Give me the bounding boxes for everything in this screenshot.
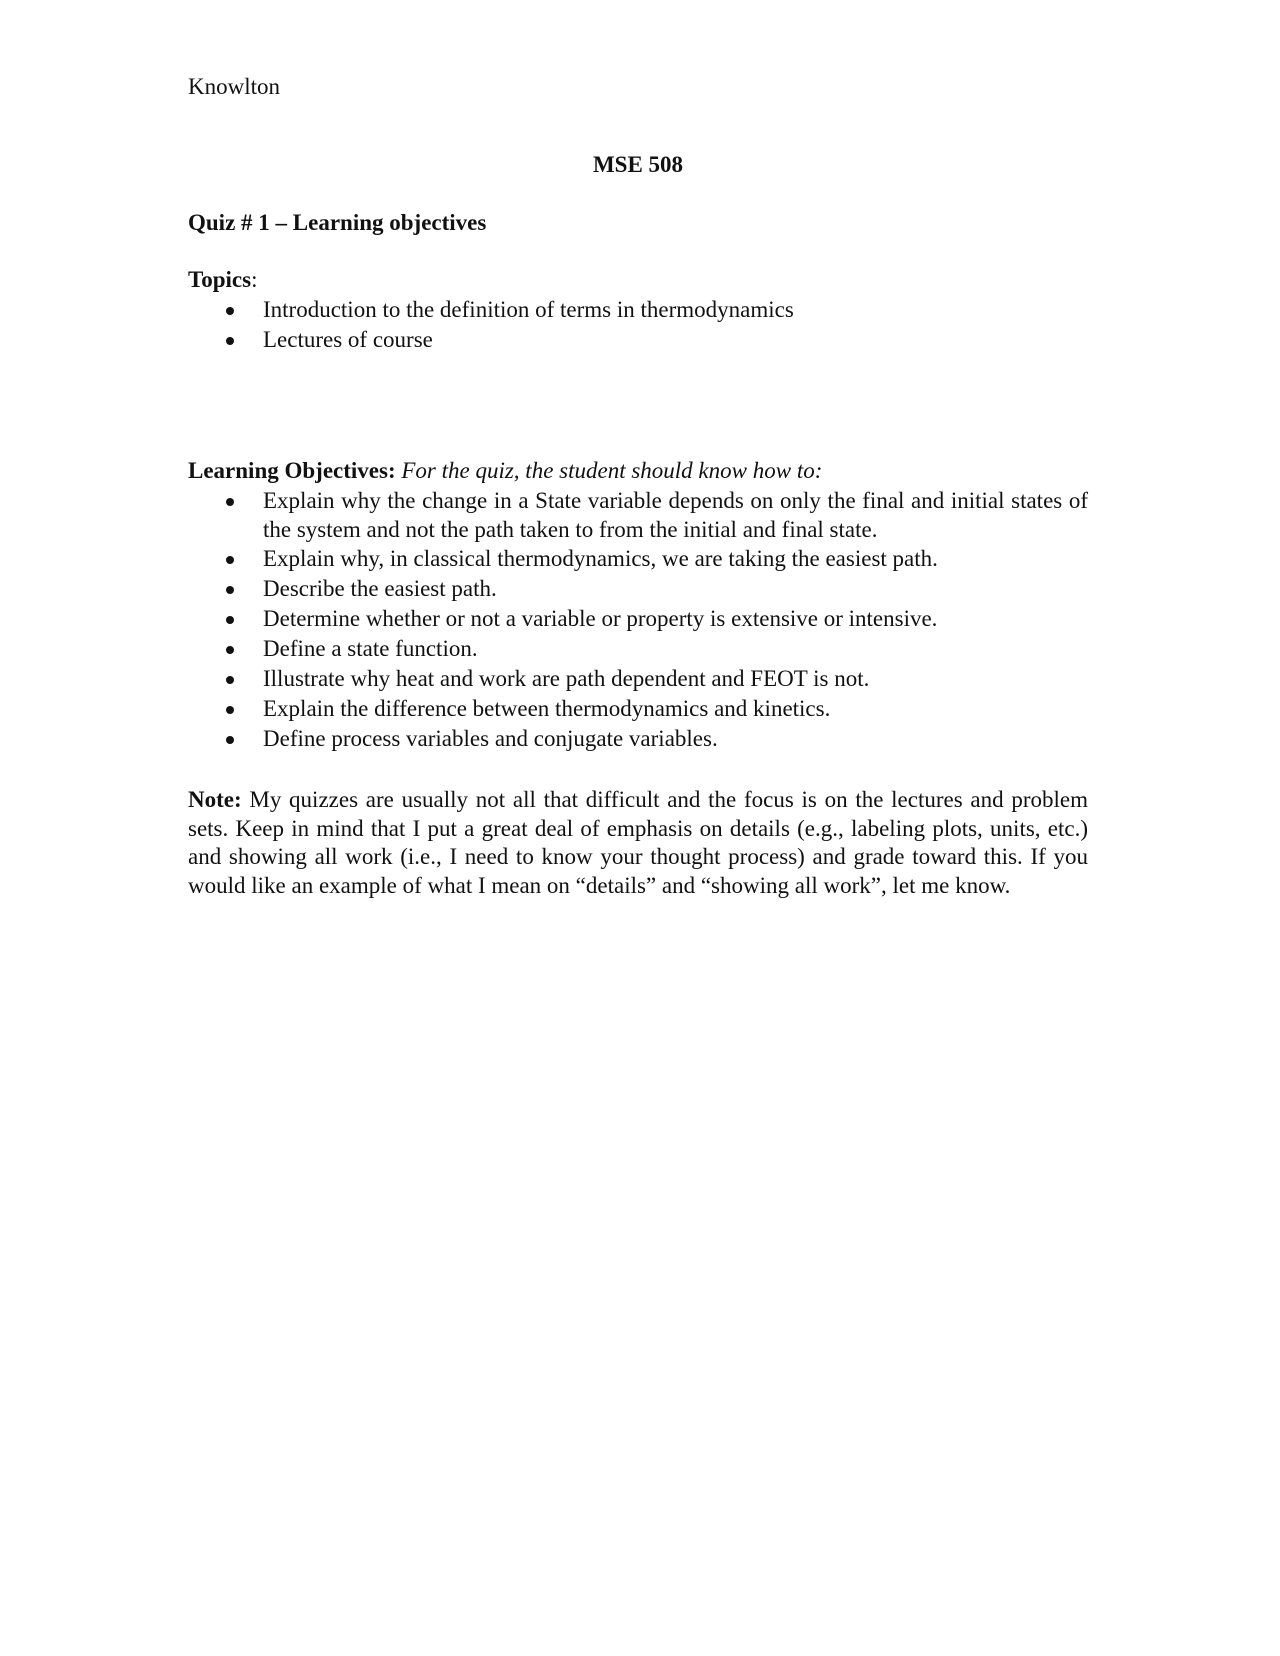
bullet-icon (226, 498, 234, 506)
objectives-heading (188, 456, 1088, 486)
course-title: MSE 508 (592, 152, 684, 177)
topics-section (188, 265, 1088, 355)
bullet-icon (226, 646, 234, 654)
topics-list (188, 295, 1088, 355)
list-item (188, 325, 1088, 355)
objectives-list (188, 486, 1088, 754)
list-item (188, 574, 1088, 604)
topics-colon: : (251, 267, 258, 292)
list-item-text: Lectures of course (263, 327, 433, 352)
list-item-text: Explain the difference between thermodynamics and kinetics. (263, 696, 831, 721)
list-item-text: Illustrate why heat and work are path dependent and FEOT is not. (263, 666, 870, 691)
bullet-icon (226, 706, 234, 714)
bullet-icon (226, 307, 234, 315)
bullet-icon (226, 736, 234, 744)
list-item-text: Determine whether or not a variable or property is extensive or intensive. (263, 606, 938, 631)
note-text: My quizzes are usually not all that difficult and the focus is on the lectures and problem sets. Keep in mind that I put a great deal of emphasis on details (e.g., labeling plots, units, etc.) and showing all work (i.e., I need to know your thought process) and grade toward this. If you would like an example of what I mean on “details” and “showing all work”, let me know. (188, 787, 1088, 898)
list-item (188, 604, 1088, 634)
document-page (188, 72, 1088, 898)
bullet-icon (226, 616, 234, 624)
list-item (188, 486, 1088, 544)
list-item (188, 634, 1088, 664)
list-item-text: Describe the easiest path. (263, 576, 497, 601)
objectives-section (188, 456, 1088, 754)
topics-heading (188, 265, 1088, 295)
list-item-text: Explain why the change in a State variable depends on only the final and initial states of the system and not the path taken to from the initial and final state. (263, 488, 1088, 542)
bullet-icon (226, 586, 234, 594)
list-item-text: Define a state function. (263, 636, 478, 661)
objectives-intro: For the quiz, the student should know how to: (401, 458, 823, 483)
list-item (188, 724, 1088, 754)
quiz-title: Quiz # 1 – Learning objectives (188, 210, 487, 235)
note-paragraph (188, 786, 1088, 900)
list-item (188, 664, 1088, 694)
objectives-label: Learning Objectives: (188, 458, 396, 483)
topics-label: Topics (188, 267, 252, 292)
bullet-icon (226, 676, 234, 684)
author-name: Knowlton (188, 74, 280, 99)
list-item (188, 295, 1088, 325)
list-item-text: Define process variables and conjugate variables. (263, 726, 718, 751)
bullet-icon (226, 556, 234, 564)
note-label: Note: (188, 787, 242, 812)
list-item (188, 544, 1088, 574)
bullet-icon (226, 337, 234, 345)
list-item (188, 694, 1088, 724)
list-item-text: Introduction to the definition of terms in thermodynamics (263, 297, 794, 322)
list-item-text: Explain why, in classical thermodynamics, we are taking the easiest path. (263, 546, 938, 571)
